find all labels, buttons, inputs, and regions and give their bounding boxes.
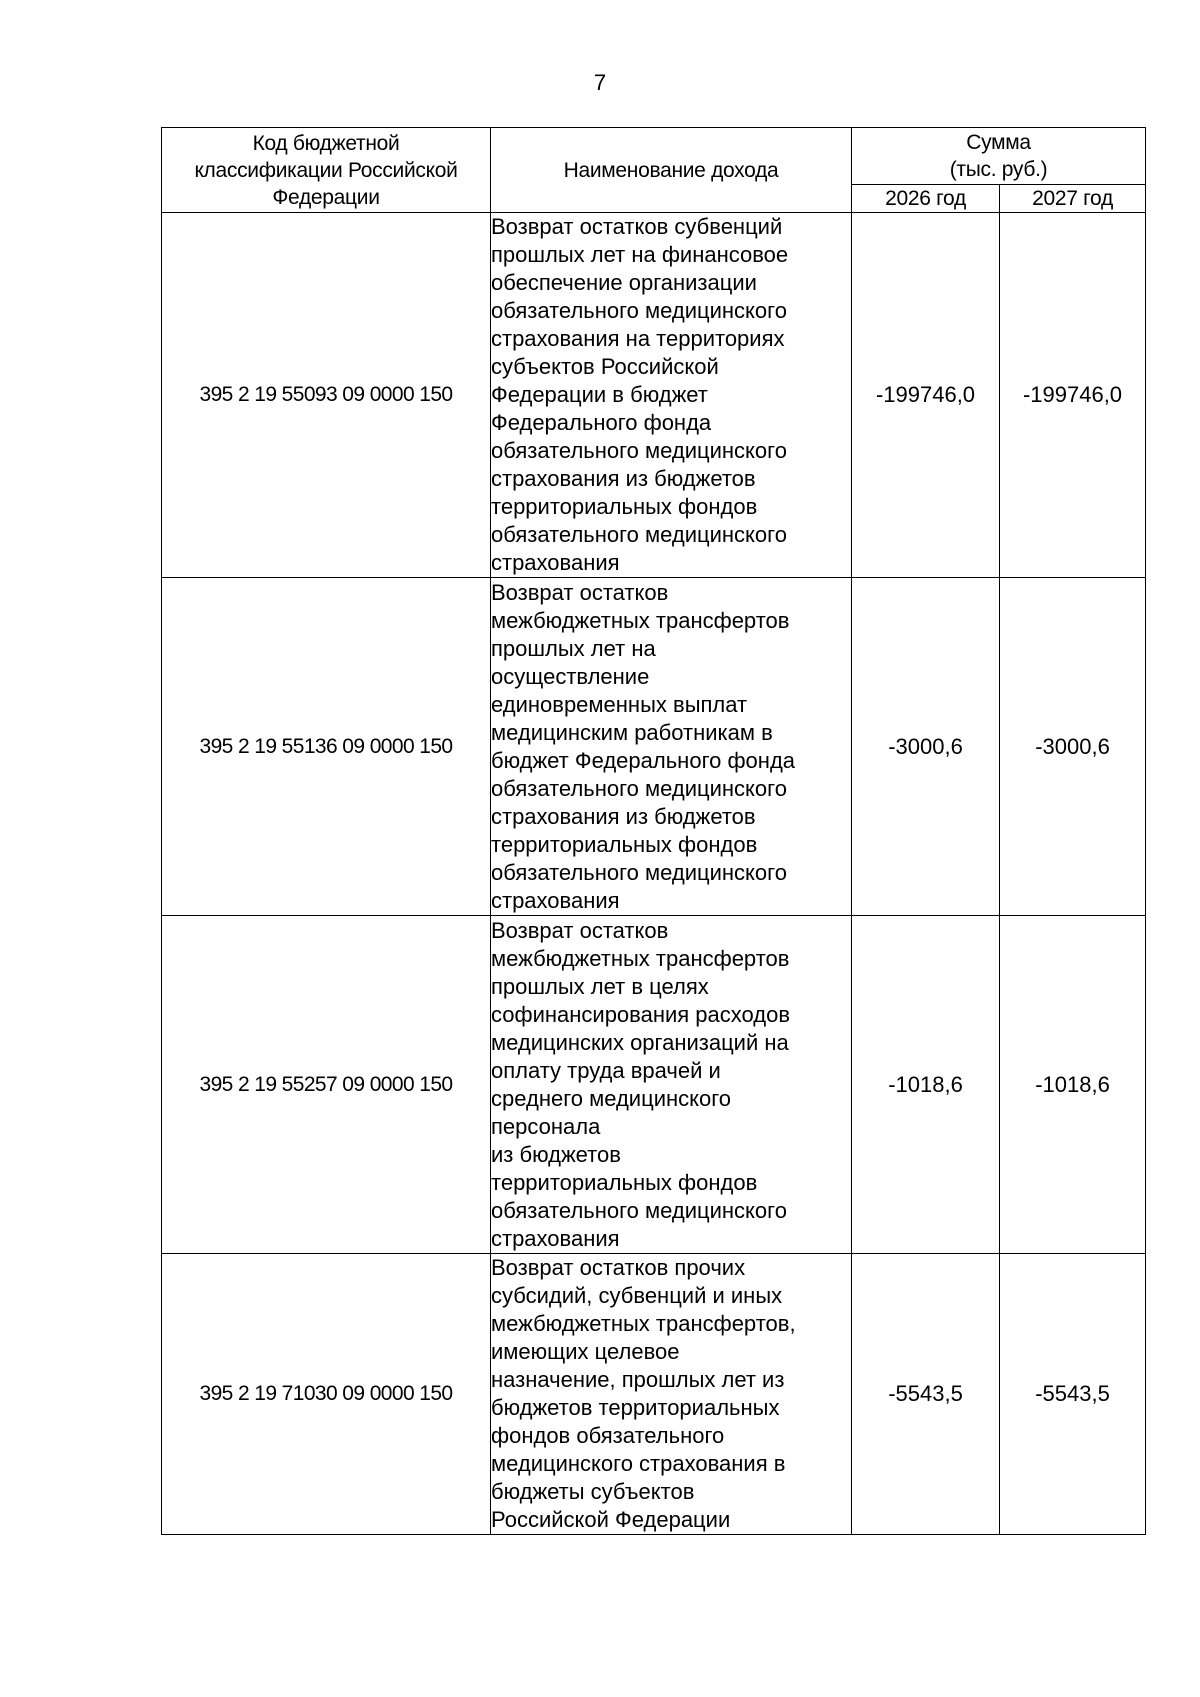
row-amount-2027: -199746,0 bbox=[1000, 213, 1146, 578]
row-amount-2026: -1018,6 bbox=[852, 916, 1000, 1254]
row-income-name: Возврат остатков межбюджетных трансфертов прошлых лет на осуществление единовременных выплат медицинским работникам в бюджет Федерального фонда обязательного медицинского страхования из бюджетов территориальных фондов обязательного медицинского страхования bbox=[491, 578, 852, 916]
row-amount-2026: -5543,5 bbox=[852, 1254, 1000, 1535]
row-amount-2027: -1018,6 bbox=[1000, 916, 1146, 1254]
header-year-2027: 2027 год bbox=[1000, 185, 1146, 213]
row-amount-2026: -3000,6 bbox=[852, 578, 1000, 916]
table-row bbox=[162, 1254, 1146, 1535]
table-row bbox=[162, 578, 1146, 916]
row-income-name: Возврат остатков прочих субсидий, субвенций и иных межбюджетных трансфертов, имеющих целевое назначение, прошлых лет из бюджетов территориальных фондов обязательного медицинского страхования в бюджеты субъектов Российской Федерации bbox=[491, 1254, 852, 1535]
row-income-name: Возврат остатков межбюджетных трансфертов прошлых лет в целях софинансирования расходов медицинских организаций на оплату труда врачей и среднего медицинского персонала из бюджетов территориальных фондов обязательного медицинского страхования bbox=[491, 916, 852, 1254]
header-code: Код бюджетной классификации Российской Федерации bbox=[162, 128, 491, 213]
header-sum: Сумма (тыс. руб.) bbox=[852, 128, 1146, 185]
table-header bbox=[162, 128, 1146, 213]
row-code: 395 2 19 71030 09 0000 150 bbox=[162, 1254, 491, 1535]
row-amount-2026: -199746,0 bbox=[852, 213, 1000, 578]
header-year-2026: 2026 год bbox=[852, 185, 1000, 213]
row-amount-2027: -3000,6 bbox=[1000, 578, 1146, 916]
page-number: 7 bbox=[593, 70, 607, 95]
row-amount-2027: -5543,5 bbox=[1000, 1254, 1146, 1535]
income-table bbox=[161, 127, 1146, 1535]
row-code: 395 2 19 55093 09 0000 150 bbox=[162, 213, 491, 578]
table-row bbox=[162, 916, 1146, 1254]
header-name: Наименование дохода bbox=[491, 128, 852, 213]
row-income-name: Возврат остатков субвенций прошлых лет на финансовое обеспечение организации обязательного медицинского страхования на территориях субъектов Российской Федерации в бюджет Федерального фонда обязательного медицинского страхования из бюджетов территориальных фондов обязательного медицинского страхования bbox=[491, 213, 852, 578]
table-row bbox=[162, 213, 1146, 578]
row-code: 395 2 19 55136 09 0000 150 bbox=[162, 578, 491, 916]
row-code: 395 2 19 55257 09 0000 150 bbox=[162, 916, 491, 1254]
